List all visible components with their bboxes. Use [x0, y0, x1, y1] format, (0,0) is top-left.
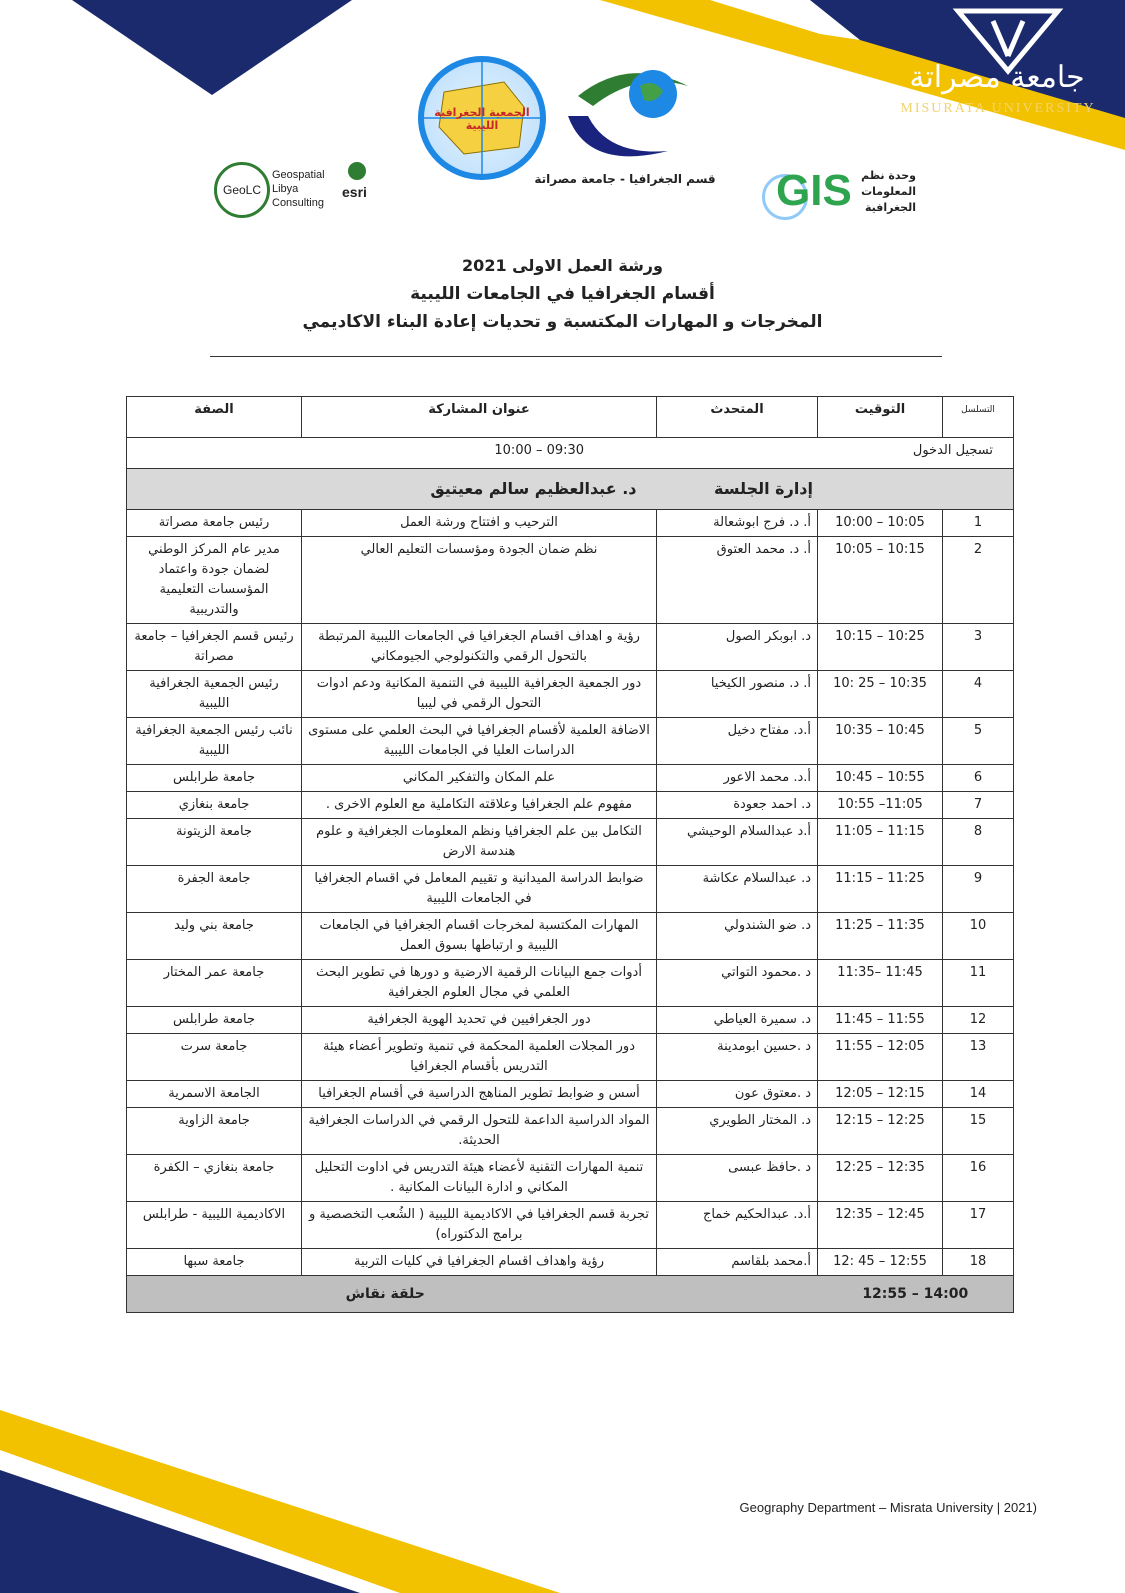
header-seq: التسلسل: [943, 397, 1014, 438]
society-caption: الجمعية الجغرافية الليبية: [434, 106, 530, 132]
row-title: تجربة قسم الجغرافيا في الاكاديمية الليبية ( الشُعب التخصصية و برامج الدكتوراه): [302, 1202, 657, 1249]
footer-banner: [0, 1410, 560, 1593]
row-seq: 3: [943, 624, 1014, 671]
row-speaker: أ. د. منصور الكيخيا: [657, 671, 818, 718]
row-seq: 8: [943, 819, 1014, 866]
row-speaker: أ. د. محمد العتوق: [657, 537, 818, 624]
discussion-label: حلقة نقاش: [127, 1276, 818, 1313]
university-logo: [888, 6, 1108, 116]
row-speaker: د .معتوق عون: [657, 1081, 818, 1108]
row-seq: 2: [943, 537, 1014, 624]
row-speaker: أ.د. مفتاح دخيل: [657, 718, 818, 765]
row-time: 12:25 – 12:35: [818, 1155, 943, 1202]
title-line-1: ورشة العمل الاولى 2021: [462, 256, 663, 275]
row-seq: 16: [943, 1155, 1014, 1202]
esri-logo-text: esri: [342, 184, 367, 200]
header-navy-triangle: [72, 0, 352, 95]
row-role: رئيس جامعة مصراتة: [127, 510, 302, 537]
row-seq: 4: [943, 671, 1014, 718]
department-logo: [548, 56, 708, 171]
row-seq: 15: [943, 1108, 1014, 1155]
row-title: مفهوم علم الجغرافيا وعلاقته التكاملية مع العلوم الاخرى .: [302, 792, 657, 819]
row-title: ضوابط الدراسة الميدانية و تقييم المعامل في اقسام الجغرافيا في الجامعات الليبية: [302, 866, 657, 913]
gis-caption: وحدة نظم المعلومات الجغرافية: [861, 169, 916, 214]
row-time: 12:35 – 12:45: [818, 1202, 943, 1249]
table-row: [127, 960, 1014, 1007]
row-role: جامعة الزيتونة: [127, 819, 302, 866]
row-role: جامعة الجفرة: [127, 866, 302, 913]
row-time: 10:05 – 10:15: [818, 537, 943, 624]
row-seq: 13: [943, 1034, 1014, 1081]
row-role: نائب رئيس الجمعية الجغرافية الليبية: [127, 718, 302, 765]
row-time: 11:05 – 11:15: [818, 819, 943, 866]
row-title: تنمية المهارات التقنية لأعضاء هيئة التدريس في اداوت التحليل المكاني و ادارة البيانات المكانية .: [302, 1155, 657, 1202]
row-speaker: د. ضو الشندولي: [657, 913, 818, 960]
row-title: رؤية و اهداف اقسام الجغرافيا في الجامعات الليبية المرتبطة بالتحول الرقمي والتكنولوجي الجيومكاني: [302, 624, 657, 671]
geolc-name: Geospatial Libya Consulting: [272, 169, 325, 209]
row-time: 11:15 – 11:25: [818, 866, 943, 913]
table-row: [127, 1081, 1014, 1108]
row-role: الاكاديمية الليبية - طرابلس: [127, 1202, 302, 1249]
row-time: 10:00 – 10:05: [818, 510, 943, 537]
row-title: دور المجلات العلمية المحكمة في تنمية وتطوير أعضاء هيئة التدريس بأقسام الجغرافيا: [302, 1034, 657, 1081]
registration-row: [127, 438, 1014, 469]
header-title: عنوان المشاركة: [302, 397, 657, 438]
row-time: 12:05 – 12:15: [818, 1081, 943, 1108]
row-time: 11:45 – 11:55: [818, 1007, 943, 1034]
title-line-2: أقسام الجغرافيا في الجامعات الليبية: [410, 284, 715, 304]
row-seq: 1: [943, 510, 1014, 537]
title-underline: [210, 356, 942, 357]
row-role: مدير عام المركز الوطني لضمان جودة واعتماد المؤسسات التعليمية والتدريبية: [127, 537, 302, 624]
row-role: جامعة بنغازي – الكفرة: [127, 1155, 302, 1202]
table-header-row: [127, 397, 1014, 438]
table-row: [127, 671, 1014, 718]
globe-swoosh-icon: [548, 56, 708, 171]
row-title: أدوات جمع البيانات الرقمية الارضية و دورها في تطوير البحث العلمي في مجال العلوم الجغرافية: [302, 960, 657, 1007]
footer-text: Geography Department – Misrata University | 2021): [739, 1500, 1037, 1515]
row-role: رئيس الجمعية الجغرافية الليبية: [127, 671, 302, 718]
row-seq: 5: [943, 718, 1014, 765]
registration-label: تسجيل الدخول: [818, 438, 1014, 469]
row-speaker: د. عبدالسلام عكاشة: [657, 866, 818, 913]
table-row: [127, 866, 1014, 913]
university-name-en: MISURATA UNIVERSITY: [900, 101, 1096, 116]
university-name-ar: جامعة مصراتة: [909, 60, 1085, 95]
row-title: المهارات المكتسبة لمخرجات اقسام الجغرافيا في الجامعات الليبية و ارتباطها بسوق العمل: [302, 913, 657, 960]
row-seq: 12: [943, 1007, 1014, 1034]
society-logo: [418, 56, 546, 180]
session-manager-name: د. عبدالعظيم سالم معيتيق: [127, 469, 657, 510]
row-time: 10:15 – 10:25: [818, 624, 943, 671]
row-seq: 10: [943, 913, 1014, 960]
row-seq: 14: [943, 1081, 1014, 1108]
row-time: 12: 45 – 12:55: [818, 1249, 943, 1276]
row-seq: 6: [943, 765, 1014, 792]
row-time: 12:15 – 12:25: [818, 1108, 943, 1155]
table-row: [127, 1007, 1014, 1034]
row-title: نظم ضمان الجودة ومؤسسات التعليم العالي: [302, 537, 657, 624]
geolc-badge: GeoLC: [214, 162, 270, 218]
row-role: الجامعة الاسمرية: [127, 1081, 302, 1108]
row-speaker: د .حافظ عبسى: [657, 1155, 818, 1202]
table-row: [127, 1202, 1014, 1249]
row-time: 11:25 – 11:35: [818, 913, 943, 960]
table-row: [127, 792, 1014, 819]
row-role: جامعة سرت: [127, 1034, 302, 1081]
row-title: علم المكان والتفكير المكاني: [302, 765, 657, 792]
row-speaker: أ. د. فرج ابوشعالة: [657, 510, 818, 537]
row-role: جامعة طرابلس: [127, 765, 302, 792]
row-seq: 9: [943, 866, 1014, 913]
discussion-time: 12:55 – 14:00: [818, 1276, 1014, 1313]
row-seq: 7: [943, 792, 1014, 819]
table-row: [127, 1155, 1014, 1202]
table-row: [127, 913, 1014, 960]
gis-text: GIS: [776, 166, 852, 215]
row-title: الترحيب و افتتاح ورشة العمل: [302, 510, 657, 537]
row-role: جامعة سبها: [127, 1249, 302, 1276]
esri-globe-icon: [348, 162, 366, 180]
title-line-3: المخرجات و المهارات المكتسبة و تحديات إعادة البناء الاكاديمي: [302, 312, 823, 332]
discussion-row: [127, 1276, 1014, 1313]
gis-unit-logo: [760, 164, 916, 224]
row-speaker: أ.محمد بلقاسم: [657, 1249, 818, 1276]
row-title: الاضافة العلمية لأقسام الجغرافيا في البحث العلمي على مستوى الدراسات العليا في الجامعات الليبية: [302, 718, 657, 765]
row-role: جامعة طرابلس: [127, 1007, 302, 1034]
row-time: 10:45 – 10:55: [818, 765, 943, 792]
department-caption: قسم الجغرافيا - جامعة مصراتة: [534, 172, 716, 186]
row-role: جامعة الزاوية: [127, 1108, 302, 1155]
row-role: جامعة بنغازي: [127, 792, 302, 819]
row-title: دور الجمعية الجغرافية الليبية في التنمية المكانية ودعم ادوات التحول الرقمي في ليبيا: [302, 671, 657, 718]
session-management-row: [127, 469, 1014, 510]
table-row: [127, 537, 1014, 624]
row-role: جامعة عمر المختار: [127, 960, 302, 1007]
row-role: رئيس قسم الجغرافيا – جامعة مصراتة: [127, 624, 302, 671]
row-speaker: أ.د. عبدالحكيم خماج: [657, 1202, 818, 1249]
row-seq: 11: [943, 960, 1014, 1007]
header-time: التوقيت: [818, 397, 943, 438]
row-speaker: د. احمد جعودة: [657, 792, 818, 819]
table-row: [127, 765, 1014, 792]
row-title: أسس و ضوابط تطوير المناهج الدراسية في أقسام الجغرافيا: [302, 1081, 657, 1108]
row-time: 11:55 – 12:05: [818, 1034, 943, 1081]
row-time: 10: 25 – 10:35: [818, 671, 943, 718]
table-row: [127, 510, 1014, 537]
geolc-logo: [212, 160, 377, 224]
row-speaker: أ.د. محمد الاعور: [657, 765, 818, 792]
row-speaker: د .محمود التواتي: [657, 960, 818, 1007]
row-speaker: أ.د عبدالسلام الوحيشي: [657, 819, 818, 866]
row-time: 11:35– 11:45: [818, 960, 943, 1007]
row-speaker: د .حسين ابومدينة: [657, 1034, 818, 1081]
row-role: جامعة بني وليد: [127, 913, 302, 960]
row-speaker: د. سميرة العياطي: [657, 1007, 818, 1034]
row-time: 10:35 – 10:45: [818, 718, 943, 765]
row-title: المواد الدراسية الداعمة للتحول الرقمي في الدراسات الجغرافية الحديثة.: [302, 1108, 657, 1155]
table-row: [127, 819, 1014, 866]
table-row: [127, 1249, 1014, 1276]
row-title: دور الجغرافيين في تحديد الهوية الجغرافية: [302, 1007, 657, 1034]
row-seq: 17: [943, 1202, 1014, 1249]
row-speaker: د. المختار الطويري: [657, 1108, 818, 1155]
row-title: رؤية واهداف اقسام الجغرافيا في كليات التربية: [302, 1249, 657, 1276]
registration-time: 10:00 – 09:30: [127, 438, 818, 469]
session-management-label: إدارة الجلسة: [657, 469, 1014, 510]
row-title: التكامل بين علم الجغرافيا ونظم المعلومات الجغرافية و علوم هندسة الارض: [302, 819, 657, 866]
schedule-table: [126, 396, 1014, 1313]
table-row: [127, 1108, 1014, 1155]
table-row: [127, 624, 1014, 671]
header-speaker: المتحدث: [657, 397, 818, 438]
table-row: [127, 718, 1014, 765]
header-role: الصفة: [127, 397, 302, 438]
row-speaker: د. ابوبكر الصول: [657, 624, 818, 671]
table-row: [127, 1034, 1014, 1081]
row-seq: 18: [943, 1249, 1014, 1276]
row-time: 10:55 –11:05: [818, 792, 943, 819]
